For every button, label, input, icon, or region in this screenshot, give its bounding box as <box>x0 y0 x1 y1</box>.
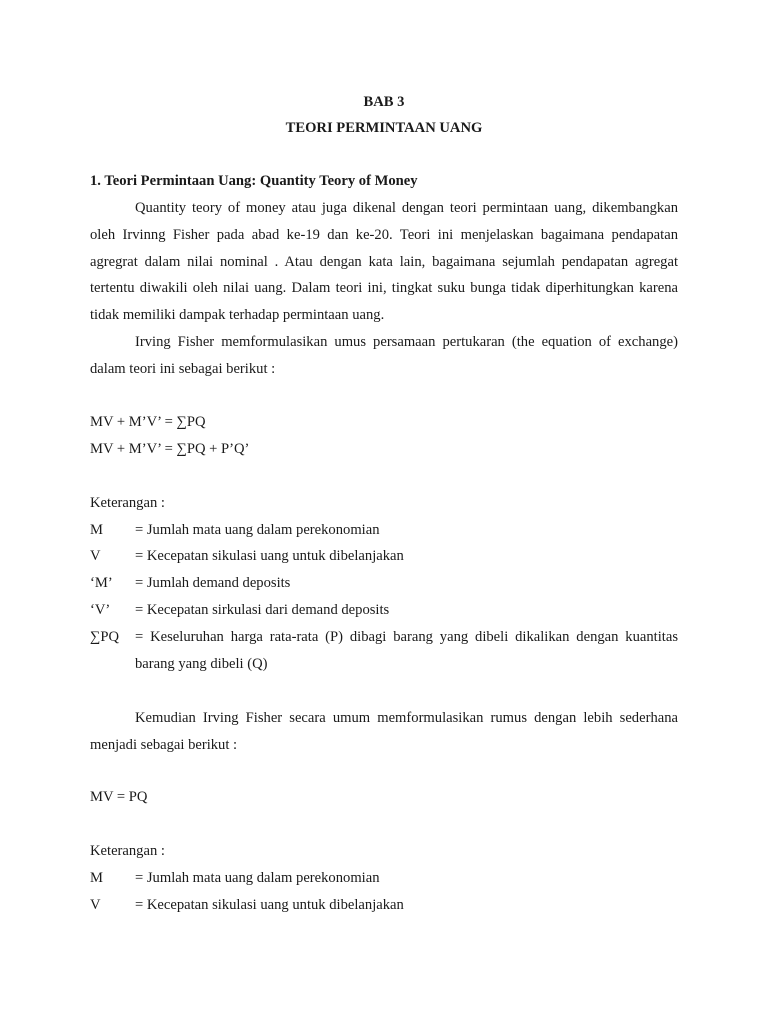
definition-term: M <box>90 870 103 886</box>
definition-desc: = Jumlah demand deposits <box>135 575 291 591</box>
definition-desc: = Keseluruhan harga rata-rata (P) dibagi barang yang dibeli dikalikan dengan kuantitas barang yang dibeli (Q) <box>135 629 678 672</box>
formula-exchange-2: MV + M’V’ = ∑PQ + P’Q’ <box>90 441 250 457</box>
definition-desc: = Jumlah mata uang dalam perekonomian <box>135 522 380 538</box>
definition-term: ∑PQ <box>90 629 120 645</box>
definition-term: V <box>90 897 101 913</box>
definition-row <box>90 865 678 892</box>
definition-desc: = Jumlah mata uang dalam perekonomian <box>135 870 380 886</box>
definition-desc: = Kecepatan sikulasi uang untuk dibelanjakan <box>135 897 404 913</box>
definition-term: V <box>90 548 101 564</box>
definition-desc: = Kecepatan sirkulasi dari demand deposits <box>135 602 390 618</box>
definition-row <box>90 517 678 544</box>
definition-row <box>90 570 678 597</box>
formula-exchange-1: MV + M’V’ = ∑PQ <box>90 414 206 430</box>
keterangan-label-1: Keterangan : <box>90 495 165 511</box>
definition-row <box>90 892 678 919</box>
formula-simplified: MV = PQ <box>90 789 148 805</box>
definition-row <box>90 543 678 570</box>
keterangan-label-2: Keterangan : <box>90 843 165 859</box>
paragraph-simplified-formula: Kemudian Irving Fisher secara umum memformulasikan rumus dengan lebih sederhana menjadi sebagai berikut : <box>90 710 678 753</box>
paragraph-equation-intro: Irving Fisher memformulasikan umus persamaan pertukaran (the equation of exchange) dalam teori ini sebagai berikut : <box>90 334 678 377</box>
chapter-title: TEORI PERMINTAAN UANG <box>285 120 483 136</box>
definition-row <box>90 597 678 624</box>
definition-term: ‘M’ <box>90 575 113 591</box>
definition-term: M <box>90 522 103 538</box>
definition-desc: = Kecepatan sikulasi uang untuk dibelanjakan <box>135 548 404 564</box>
definition-row <box>90 624 678 678</box>
definition-term: ‘V’ <box>90 602 111 618</box>
section-heading: 1. Teori Permintaan Uang: Quantity Teory of Money <box>90 173 418 189</box>
chapter-number: BAB 3 <box>363 94 405 110</box>
paragraph-quantity-theory: Quantity teory of money atau juga dikenal dengan teori permintaan uang, dikembangkan oleh Irvinng Fisher pada abad ke-19 dan ke-20. Teori ini menjelaskan bagaimana pendapatan agregrat dalam nilai nominal . Atau dengan kata lain, bagaimana sejumlah pendapatan agregat tertentu diwakili oleh nilai uang. Dalam teori ini, tingkat suku bunga tidak diperhitungkan karena tidak memiliki dampak terhadap permintaan uang. <box>90 200 678 324</box>
